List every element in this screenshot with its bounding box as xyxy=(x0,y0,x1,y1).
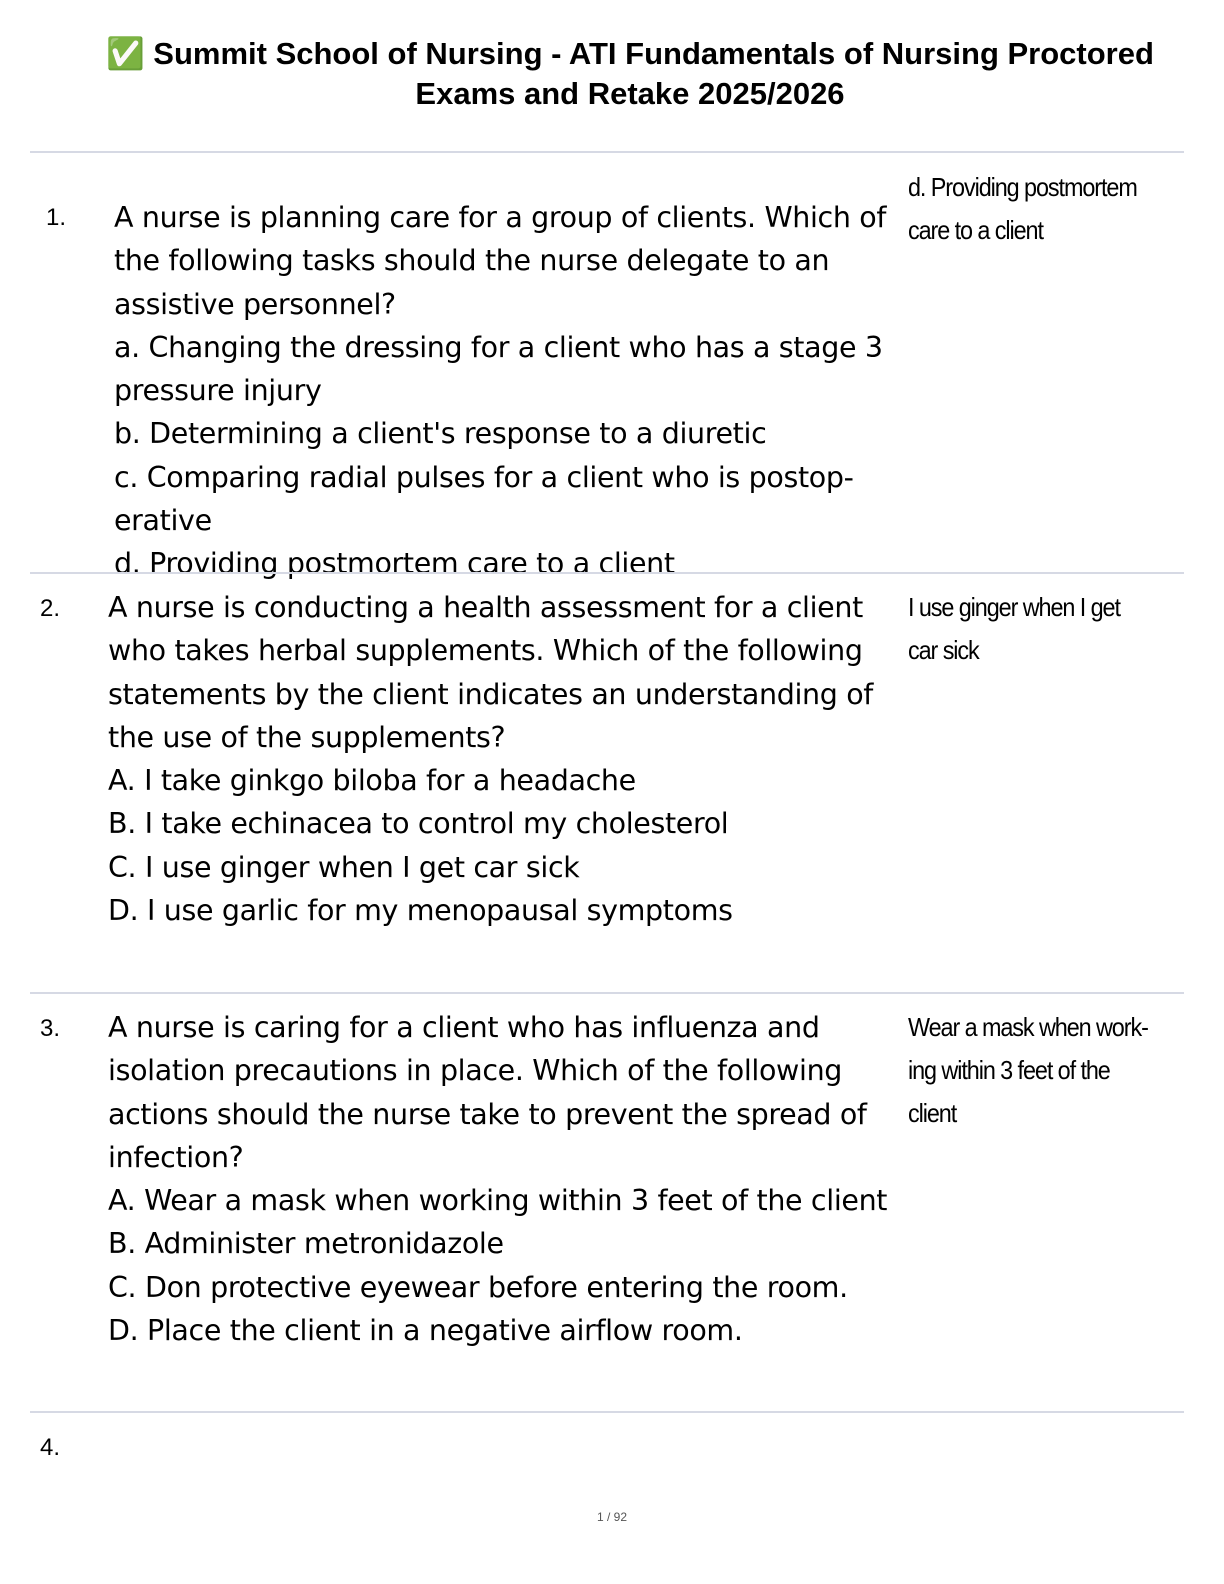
page-indicator: 1 / 92 xyxy=(596,1510,628,1524)
correct-answer: I use ginger when I get car sick xyxy=(908,592,1120,665)
question-text xyxy=(108,586,908,932)
question-text xyxy=(114,196,914,586)
question-stem: A nurse is caring for a client who has influenza and isolation precautions in place. Which of the following actions should the nurse take to prevent the spread of infection? xyxy=(108,1011,867,1174)
answer-option: C. I use ginger when I get car sick xyxy=(108,850,580,884)
divider xyxy=(30,151,1184,153)
question-number: 2. xyxy=(40,595,61,622)
question-number: 4. xyxy=(40,1434,61,1461)
correct-answer: d. Providing postmortem care to a client xyxy=(908,172,1137,245)
divider xyxy=(30,992,1184,994)
answer-option: A. Wear a mask when working within 3 feet of the client xyxy=(108,1184,888,1218)
answer-option: A. I take ginkgo biloba for a headache xyxy=(108,764,636,798)
answer-option: D. Place the client in a negative airflow room. xyxy=(108,1314,743,1348)
answer-option: B. Administer metronidazole xyxy=(108,1227,504,1261)
answer-option: B. I take echinacea to control my cholesterol xyxy=(108,807,729,841)
divider xyxy=(30,572,1184,574)
question-number: 3. xyxy=(40,1015,61,1042)
answer-option: a. Changing the dressing for a client who has a stage 3 pressure injury xyxy=(114,330,883,408)
answer-option: C. Don protective eyewear before entering the room. xyxy=(108,1270,848,1304)
answer-option: D. I use garlic for my menopausal symptoms xyxy=(108,894,733,928)
question-text xyxy=(108,1006,908,1352)
answer-option: d. Providing postmortem care to a client xyxy=(114,547,675,581)
answer-option: b. Determining a client's response to a diuretic xyxy=(114,417,767,451)
question-number: 1. xyxy=(46,204,67,231)
correct-answer: Wear a mask when work- ing within 3 feet of the client xyxy=(908,1012,1148,1128)
question-stem: A nurse is planning care for a group of clients. Which of the following tasks should the nurse delegate to an assistive personnel? xyxy=(114,201,887,321)
document-title: ✅ Summit School of Nursing - ATI Fundamentals of Nursing Proctored Exams and Retake 2025/2026 xyxy=(106,36,1154,111)
question-stem: A nurse is conducting a health assessment for a client who takes herbal supplements. Which of the following statements by the client indicates an understanding of the use of the supplements? xyxy=(108,591,873,754)
divider xyxy=(30,1411,1184,1413)
answer-option: c. Comparing radial pulses for a client who is postop- erative xyxy=(114,460,854,538)
